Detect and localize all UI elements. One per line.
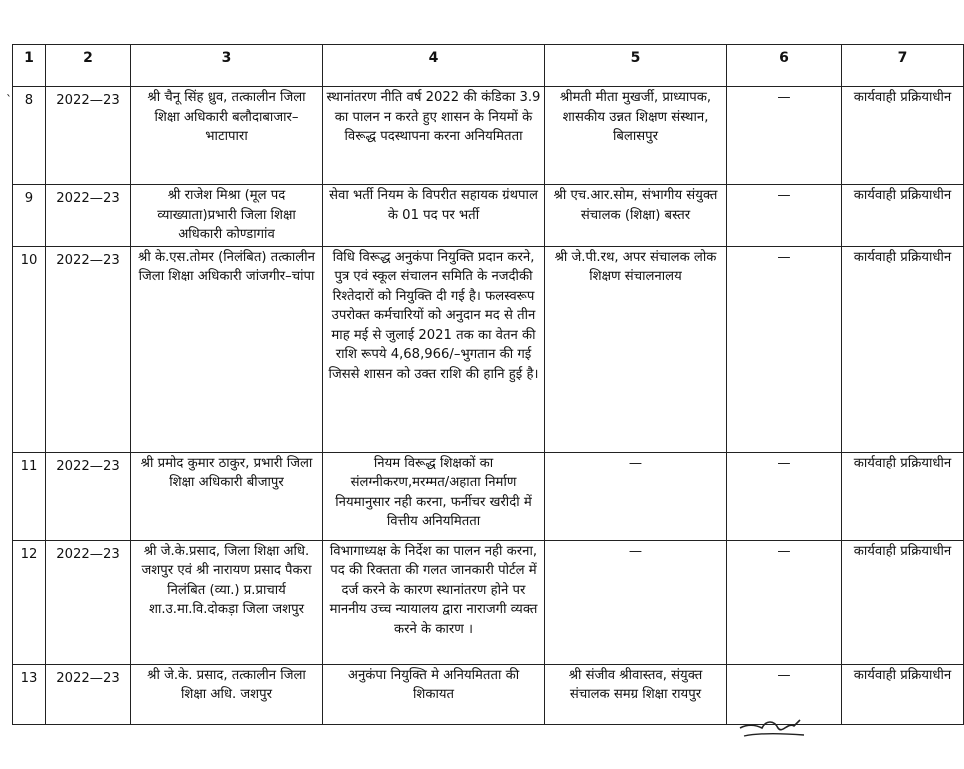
col6-cell: — [727, 664, 842, 724]
status-cell: कार्यवाही प्रक्रियाधीन [842, 87, 964, 185]
status-cell: कार्यवाही प्रक्रियाधीन [842, 185, 964, 247]
table-row [13, 185, 964, 247]
col-header-2: 2 [46, 45, 131, 87]
officer-cell: श्री चैनू सिंह ध्रुव, तत्कालीन जिला शिक्षा अधिकारी बलौदाबाजार–भाटापारा [131, 87, 323, 185]
signature [738, 716, 808, 742]
inquiry-officer-cell: — [545, 540, 727, 664]
status-cell: कार्यवाही प्रक्रियाधीन [842, 540, 964, 664]
issue-cell: सेवा भर्ती नियम के विपरीत सहायक ग्रंथपाल के 01 पद पर भर्ती [323, 185, 545, 247]
table-row [13, 540, 964, 664]
status-cell: कार्यवाही प्रक्रियाधीन [842, 452, 964, 540]
serial-number: 8 [13, 87, 46, 185]
col-header-4: 4 [323, 45, 545, 87]
issue-cell: विभागाध्यक्ष के निर्देश का पालन नही करना, पद की रिक्तता की गलत जानकारी पोर्टल में दर्ज करने के कारण स्थानांतरण होने पर माननीय उच्च न्यायालय द्वारा नाराजगी व्यक्त करने के कारण । [323, 540, 545, 664]
table-row [13, 664, 964, 724]
col6-cell: — [727, 87, 842, 185]
inquiry-officer-cell: श्री एच.आर.सोम, संभागीय संयुक्त संचालक (शिक्षा) बस्तर [545, 185, 727, 247]
table-row [13, 452, 964, 540]
issue-cell: विधि विरूद्ध अनुकंपा नियुक्ति प्रदान करने, पुत्र एवं स्कूल संचालन समिति के नजदीकी रिश्तेदारों को नियुक्ति दी गई है। फलस्वरूप उपरोक्त कर्मचारियों को अनुदान मद से तीन माह मई से जुलाई 2021 तक का वेतन की राशि रूपये 4,68,966/–भुगतान की गई जिससे शासन को उक्त राशि की हानि हुई है। [323, 246, 545, 452]
inquiry-officer-cell: — [545, 452, 727, 540]
issue-cell: स्थानांतरण नीति वर्ष 2022 की कंडिका 3.9 का पालन न करते हुए शासन के नियमों के विरूद्ध पदस्थापना करना अनियमितता [323, 87, 545, 185]
officer-cell: श्री राजेश मिश्रा (मूल पद व्याख्याता)प्रभारी जिला शिक्षा अधिकारी कोण्डागांव [131, 185, 323, 247]
status-cell: कार्यवाही प्रक्रियाधीन [842, 664, 964, 724]
col6-cell: — [727, 540, 842, 664]
col-header-7: 7 [842, 45, 964, 87]
header-row [13, 45, 964, 87]
officer-cell: श्री जे.के.प्रसाद, जिला शिक्षा अधि. जशपुर एवं श्री नारायण प्रसाद पैकरा निलंबित (व्या.) प्र.प्राचार्य शा.उ.मा.वि.दोकड़ा जिला जशपुर [131, 540, 323, 664]
serial-number: 9 [13, 185, 46, 247]
issue-cell: अनुकंपा नियुक्ति मे अनियमितता की शिकायत [323, 664, 545, 724]
inquiry-officer-cell: श्री संजीव श्रीवास्तव, संयुक्त संचालक समग्र शिक्षा रायपुर [545, 664, 727, 724]
col-header-6: 6 [727, 45, 842, 87]
year-cell: 2022—23 [46, 540, 131, 664]
col-header-1: 1 [13, 45, 46, 87]
year-cell: 2022—23 [46, 452, 131, 540]
year-cell: 2022—23 [46, 87, 131, 185]
table-row [13, 246, 964, 452]
inquiry-officer-cell: श्री जे.पी.रथ, अपर संचालक लोक शिक्षण संचालनालय [545, 246, 727, 452]
serial-number: 10 [13, 246, 46, 452]
serial-number: 13 [13, 664, 46, 724]
col6-cell: — [727, 185, 842, 247]
year-cell: 2022—23 [46, 664, 131, 724]
serial-number: 11 [13, 452, 46, 540]
inquiry-officer-cell: श्रीमती मीता मुखर्जी, प्राध्यापक, शासकीय उन्नत शिक्षण संस्थान, बिलासपुर [545, 87, 727, 185]
serial-number: 12 [13, 540, 46, 664]
col6-cell: — [727, 452, 842, 540]
margin-mark: ` [6, 93, 12, 107]
year-cell: 2022—23 [46, 246, 131, 452]
officer-cell: श्री प्रमोद कुमार ठाकुर, प्रभारी जिला शिक्षा अधिकारी बीजापुर [131, 452, 323, 540]
table-row [13, 87, 964, 185]
status-cell: कार्यवाही प्रक्रियाधीन [842, 246, 964, 452]
issue-cell: नियम विरूद्ध शिक्षकों का संलग्नीकरण,मरम्मत/अहाता निर्माण नियमानुसार नही करना, फर्नीचर खरीदी में वित्तीय अनियमितता [323, 452, 545, 540]
inquiry-table [12, 44, 964, 725]
col-header-5: 5 [545, 45, 727, 87]
officer-cell: श्री के.एस.तोमर (निलंबित) तत्कालीन जिला शिक्षा अधिकारी जांजगीर–चांपा [131, 246, 323, 452]
year-cell: 2022—23 [46, 185, 131, 247]
officer-cell: श्री जे.के. प्रसाद, तत्कालीन जिला शिक्षा अधि. जशपुर [131, 664, 323, 724]
col6-cell: — [727, 246, 842, 452]
col-header-3: 3 [131, 45, 323, 87]
